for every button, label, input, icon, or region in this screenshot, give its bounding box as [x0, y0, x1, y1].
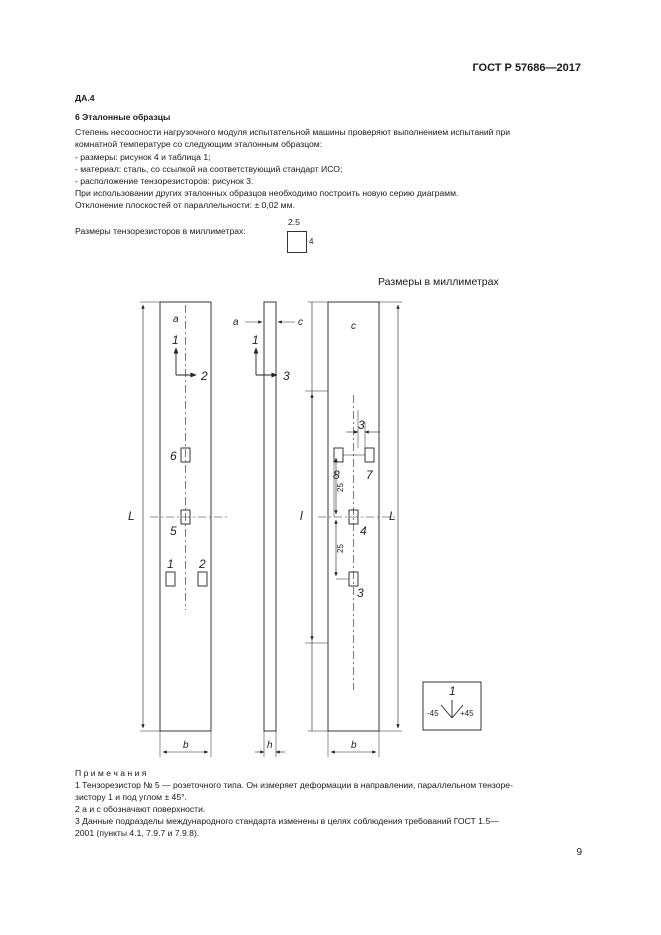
gauge-1-left [166, 572, 175, 586]
dim-25-upper-label: 25 [336, 483, 345, 492]
right-specimen [305, 302, 402, 757]
body-line: - расположение тензорезисторов: рисунок 3. [75, 176, 254, 186]
left-surface-label: a [173, 314, 179, 325]
body-line: Степень несоосности нагрузочного модуля испытательной машины проверяют выполнением испытаний при [75, 127, 511, 137]
dim-25-lower-label: 25 [336, 544, 345, 553]
rosette-minus-label: -45 [427, 709, 439, 718]
standard-header: ГОСТ Р 57686—2017 [472, 62, 581, 74]
middle-arrow-1-label: 1 [252, 333, 259, 347]
gauge-3-label: 3 [357, 586, 364, 600]
surface-c-label: c [298, 317, 303, 328]
rosette-plus-label: +45 [460, 709, 474, 718]
notes-title: П р и м е ч а н и я [75, 768, 147, 778]
middle-arrow-3-label: 3 [283, 369, 290, 383]
left-specimen [140, 302, 230, 757]
units-title: Размеры в миллиметрах [378, 276, 499, 288]
annex-label: ДА.4 [75, 93, 95, 103]
left-b-label: b [183, 740, 189, 751]
body-line: - материал: сталь, со ссылкой на соответствующий стандарт ИСО; [75, 164, 343, 174]
right-l-label: l [300, 509, 303, 523]
figure-labels [128, 314, 474, 751]
middle-h-label: h [267, 740, 273, 751]
left-L-label: L [128, 509, 135, 523]
note-line: 2 a и c обозначают поверхности. [75, 804, 206, 814]
note-line: 1 Тензорезистор № 5 — розеточного типа. Он измеряет деформации в направлении, параллельном тензоре- [75, 780, 513, 790]
gauge-6-label: 6 [170, 449, 177, 463]
body-line: комнатной температуре со следующим эталонным образцом: [75, 139, 323, 149]
right-specimen-outline [328, 302, 379, 731]
gauge-7-right [365, 448, 374, 462]
note-line: 3 Данные подразделы международного стандарта изменены в целях соблюдения требований ГОСТ 1.5— [75, 816, 499, 826]
gauge-height-label: 4 [309, 237, 314, 246]
gauge-7-label: 7 [366, 468, 373, 482]
gauge-size-text: Размеры тензорезисторов в миллиметрах: [75, 226, 246, 236]
gauge-2-label: 2 [199, 557, 206, 571]
note-line: 2001 (пункты 4.1, 7.9.7 и 7.9.8). [75, 828, 200, 838]
gauge-width-label: 2.5 [288, 217, 300, 227]
right-b-label: b [351, 740, 357, 751]
dim-3-label: 3 [358, 418, 365, 432]
gauge-1-label: 1 [167, 557, 174, 571]
body-line: При использовании других эталонных образцов необходимо построить новую серию диаграмм. [75, 188, 459, 198]
gauge-8-label: 8 [333, 468, 340, 482]
right-surface-label: c [351, 321, 356, 332]
gauge-2-left [198, 572, 207, 586]
rosette-axis-label: 1 [449, 684, 456, 698]
gauge-4-label: 4 [360, 524, 367, 538]
surface-a-label: a [233, 317, 239, 328]
section-heading: 6 Эталонные образцы [75, 112, 171, 122]
middle-specimen-outline [264, 302, 276, 731]
body-line: - размеры: рисунок 4 и таблица 1; [75, 152, 211, 162]
right-L-label: L [389, 509, 396, 523]
gauge-5-label: 5 [170, 524, 177, 538]
body-line: Отклонение плоскостей от параллельности: ± 0,02 мм. [75, 200, 295, 210]
left-arrow-1-label: 1 [172, 333, 179, 347]
page-number: 9 [576, 847, 582, 858]
gauge-8-right [334, 448, 343, 462]
note-line: зистору 1 и под углом ± 45°. [75, 792, 187, 802]
left-arrow-2-label: 2 [201, 369, 208, 383]
